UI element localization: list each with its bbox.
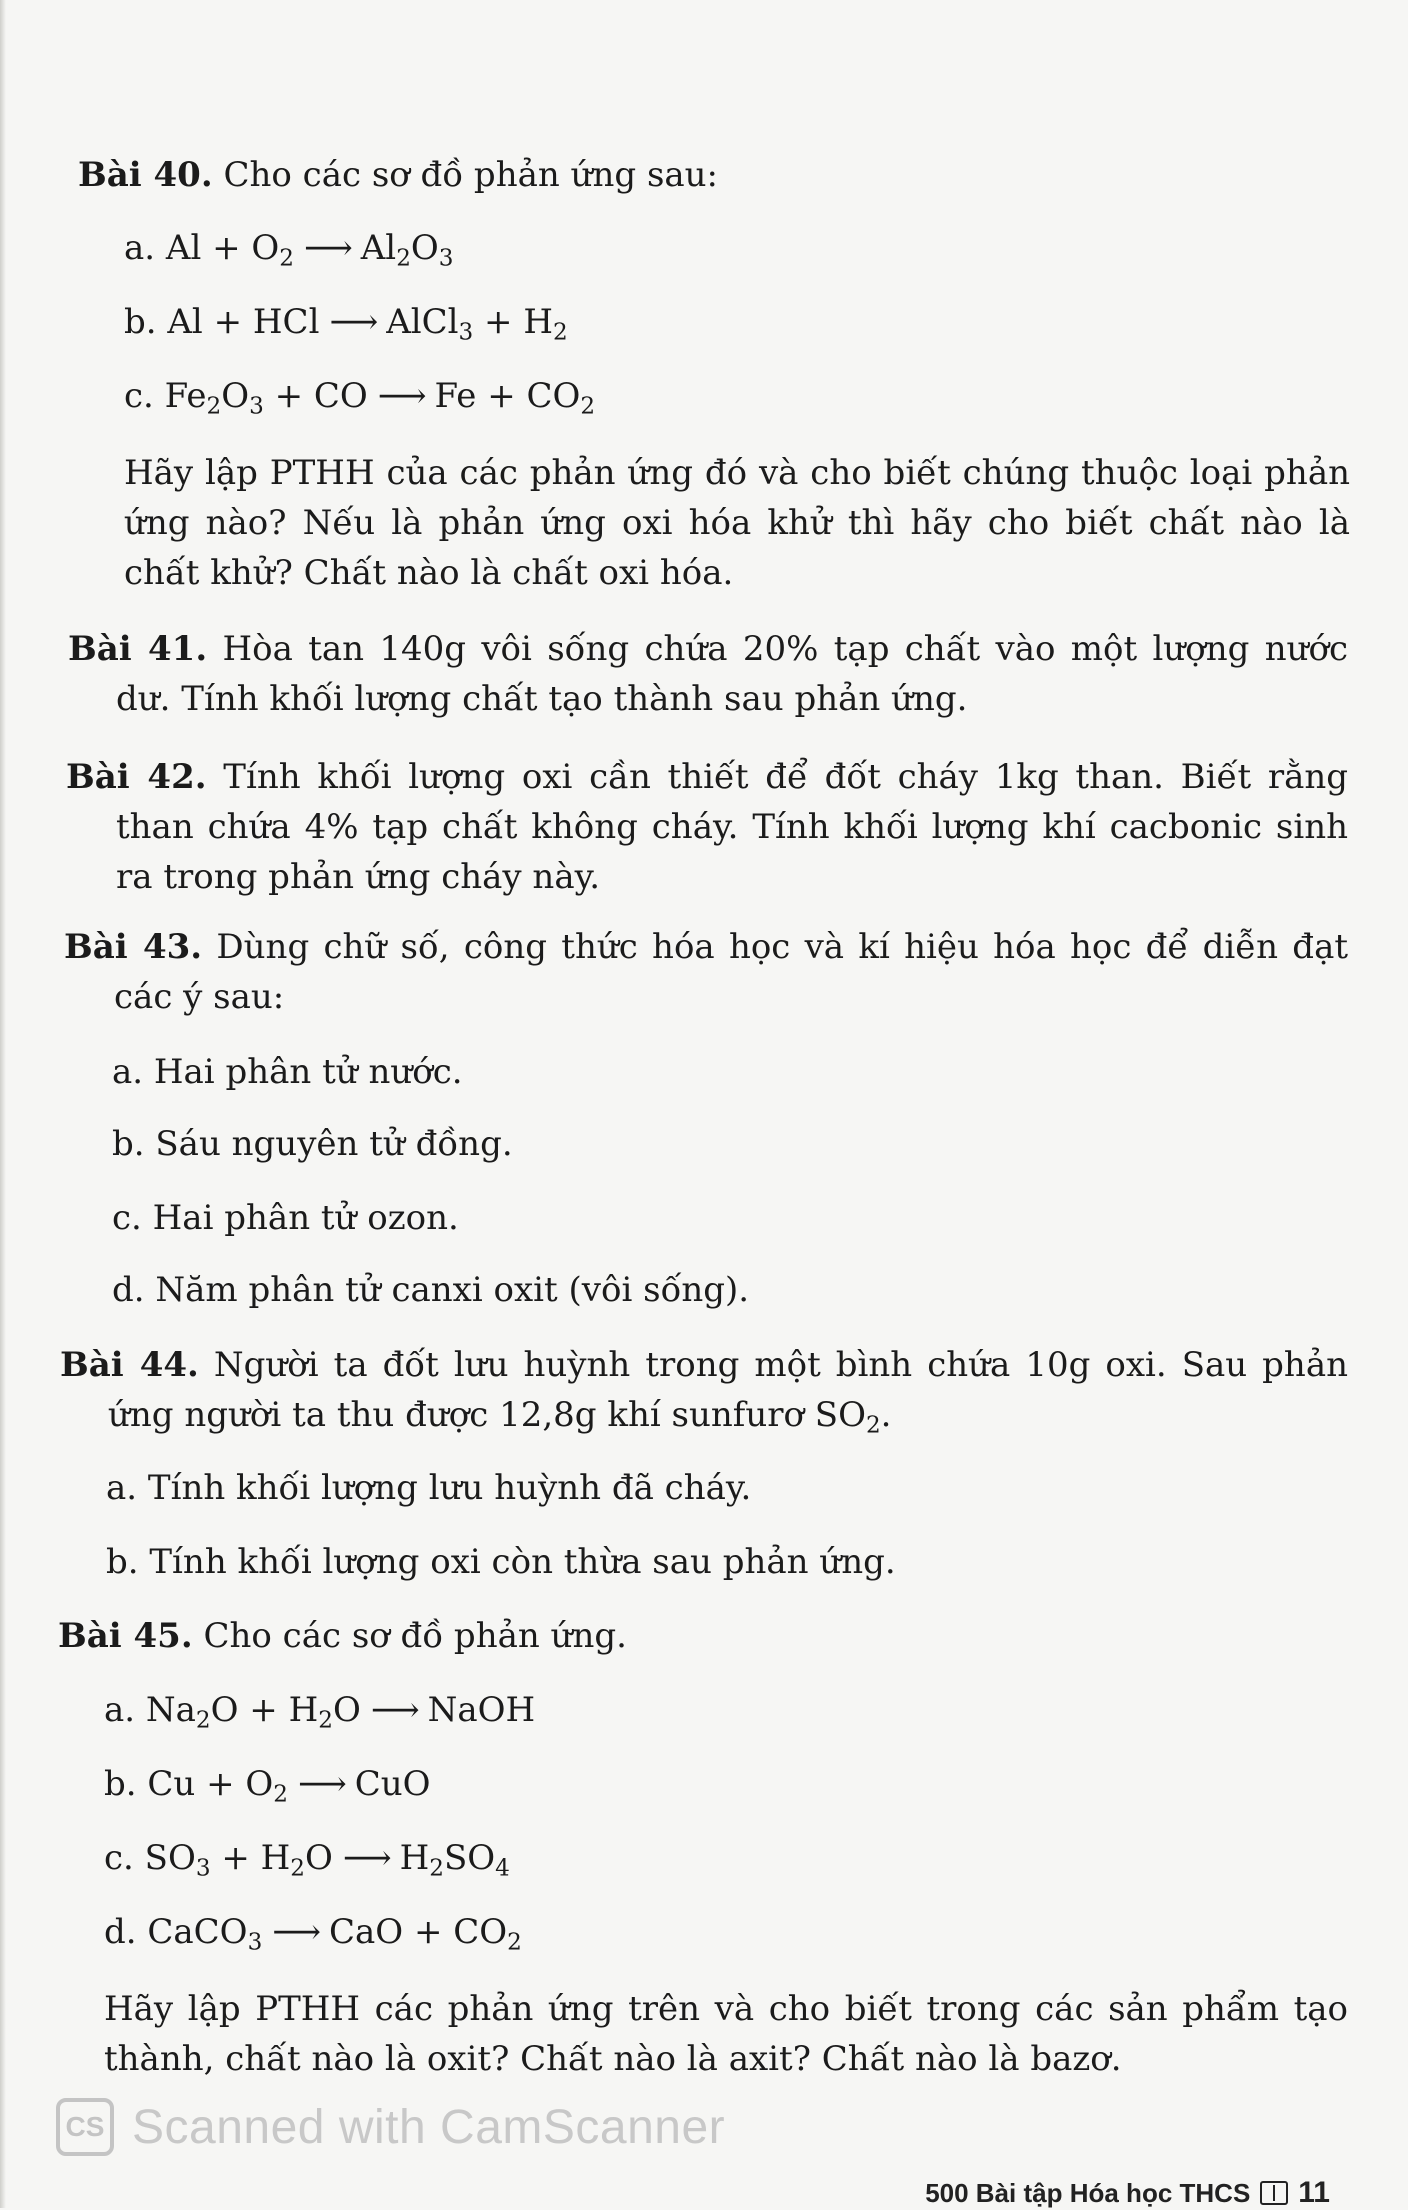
book-footer [925,2176,1330,2210]
exercise-45-reaction-a: a. $Na_2O + H_2O$ ⟶ NaOH [104,1690,536,1734]
book-title: 500 Bài tập Hóa học THCS [925,2177,1251,2208]
exercise-45-title: Bài 45. Cho các sơ đồ phản ứng. [58,1616,627,1656]
exercise-40-reaction-b: b. Al + HCl ⟶ AlCl$_3$ + $H_2$ [124,302,568,346]
page-number: 11 [1298,2176,1330,2209]
exercise-43: Bài 43. Dùng chữ số, công thức hóa học và kí hiệu hóa học để diễn đạt các ý sau: [64,927,1349,1017]
camscanner-logo-icon: CS [56,2098,114,2156]
exercise-40-title: Bài 40. Cho các sơ đồ phản ứng sau: [78,155,719,195]
exercise-40-reaction-a: a. $Al + O_2$ ⟶ $Al_2O_3$ [124,228,454,272]
exercise-43-item-d: d. Năm phân tử canxi oxit (vôi sống). [112,1270,750,1310]
exercise-42: Bài 42. Tính khối lượng oxi cần thiết để đốt cháy 1kg than. Biết rằng than chứa 4% tạp chất không cháy. Tính khối lượng khí cacbonic sinh ra trong phản ứng cháy này. [66,757,1349,897]
exercise-40-question: Hãy lập PTHH của các phản ứng đó và cho biết chúng thuộc loại phản ứng nào? Nếu là phản ứng oxi hóa khử thì hãy cho biết chất nào là chất khử? Chất nào là chất oxi hóa. [124,453,1350,593]
exercise-45-question: Hãy lập PTHH các phản ứng trên và cho biết trong các sản phẩm tạo thành, chất nào là oxit? Chất nào là axit? Chất nào là bazơ. [104,1989,1348,2079]
exercise-45-reaction-b: b. $Cu + O_2$ ⟶ CuO [104,1764,431,1808]
exercise-43-item-a: a. Hai phân tử nước. [112,1052,463,1092]
exercise-40-reaction-c: c. $Fe_2O_3$ + CO ⟶ $Fe + CO_2$ [124,376,596,420]
exercise-44-item-a: a. Tính khối lượng lưu huỳnh đã cháy. [106,1468,752,1508]
camscanner-text: Scanned with CamScanner [132,2100,726,2154]
exercise-44-item-b: b. Tính khối lượng oxi còn thừa sau phản ứng. [106,1542,896,1582]
exercise-44: Bài 44. Người ta đốt lưu huỳnh trong một bình chứa 10g oxi. Sau phản ứng người ta thu được 12,8g khí sunfurơ $SO_2$. [60,1345,1348,1439]
exercise-41: Bài 41. Hòa tan 140g vôi sống chứa 20% tạp chất vào một lượng nước dư. Tính khối lượng chất tạo thành sau phản ứng. [68,629,1349,719]
exercise-45-reaction-c: c. $SO_3 + H_2O$ ⟶ $H_2SO_4$ [104,1838,510,1882]
exercise-43-item-c: c. Hai phân tử ozon. [112,1198,459,1238]
book-icon [1260,2181,1288,2205]
exercise-45-reaction-d: d. CaCO$_3$ ⟶ CaO + $CO_2$ [104,1912,522,1956]
camscanner-watermark [56,2098,725,2156]
exercise-43-item-b: b. Sáu nguyên tử đồng. [112,1124,513,1164]
